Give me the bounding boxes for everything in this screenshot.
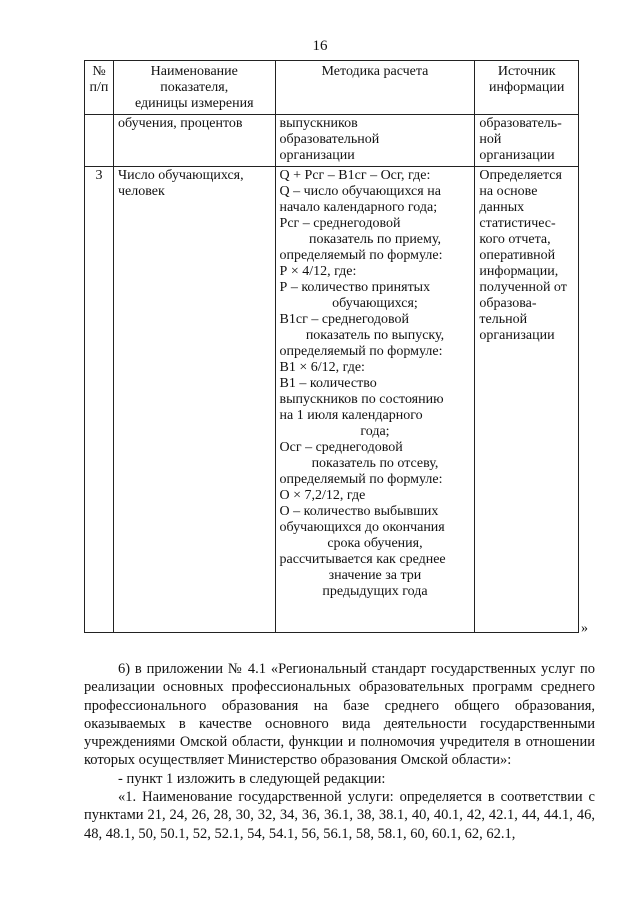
paragraph-amendment: 6) в приложении № 4.1 «Региональный стандарт государственных услуг по реализации основных профессиональных образовательных программ среднего профессионального образования на базе среднего общего образования, оказываемых в качестве основного вида деятельности государственными учреждениями Омской области, функции и полномочия учредителя в отношении которых осуществляет Министерство образования Омской области»:: [84, 661, 595, 769]
cell-line: единицы измерения: [134, 96, 254, 111]
method-line: В1 × 6/12, где:: [279, 360, 365, 375]
cell-line: Источник: [497, 64, 556, 79]
paragraph-quote: «1. Наименование государственной услуги: определяется в соответствии с пунктами 21, 24, 26, 28, 30, 32, 34, 36, 36.1, 38, 38.1, 40, 40.1, 42, 42.1, 44, 44.1, 46, 48, 48.1, 50, 50.1, 52, 52.1, 54, 54.1, 56, 56.1, 58, 58.1, 60, 60.1, 62, 62.1,: [84, 789, 595, 842]
body-text: [84, 660, 595, 843]
cell-line: Определяется: [479, 168, 562, 183]
cell-line: организации: [479, 328, 555, 343]
cell-line: полученной от: [479, 280, 567, 295]
cell-line: данных: [479, 200, 525, 215]
method-line: выпускников по состоянию: [279, 392, 444, 407]
table-row-continued: [85, 115, 579, 167]
method-line: предыдущих года: [322, 584, 428, 599]
cell-name: [113, 115, 275, 167]
method-line: показатель по выпуску,: [305, 328, 445, 343]
cell-line: Методика расчета: [321, 64, 429, 79]
method-line: рассчитывается как среднее: [279, 552, 446, 567]
method-line: года;: [360, 424, 390, 439]
cell-line: на основе: [479, 184, 538, 199]
cell-line: информации,: [479, 264, 559, 279]
method-line: показатель по отсеву,: [311, 456, 439, 471]
cell-line: Число обучающихся,: [117, 168, 244, 183]
method-line: определяемый по формуле:: [279, 344, 443, 359]
method-line: срока обучения,: [327, 536, 423, 551]
method-line: Рсг – среднегодовой: [279, 216, 401, 231]
method-line: О × 7,2/12, где: [279, 488, 366, 503]
method-line: Р × 4/12, где:: [279, 264, 357, 279]
method-line: значение за три: [328, 568, 422, 583]
cell-line: п/п: [89, 80, 109, 95]
cell-source: [475, 167, 579, 633]
cell-num: [85, 115, 114, 167]
cell-line: человек: [117, 184, 165, 199]
method-line: обучающихся;: [332, 296, 418, 311]
cell-line: выпускников: [279, 116, 358, 131]
method-line: О – количество выбывших: [279, 504, 439, 519]
paragraph-item: - пункт 1 изложить в следующей редакции:: [118, 770, 386, 787]
cell-line: организации: [479, 148, 555, 163]
cell-line: кого отчета,: [479, 232, 551, 247]
method-line: обучающихся до окончания: [279, 520, 445, 535]
cell-line: образова-: [479, 296, 537, 311]
cell-method: [275, 167, 475, 633]
cell-line: №: [92, 64, 106, 79]
cell-line: информации: [489, 80, 565, 95]
method-line: начало календарного года;: [279, 200, 438, 215]
page-number: 16: [312, 38, 328, 54]
method-line: на 1 июля календарного: [279, 408, 423, 423]
method-line: В1 – количество: [279, 376, 377, 391]
cell-line: тельной: [479, 312, 528, 327]
method-line: определяемый по формуле:: [279, 472, 443, 487]
cell-line: показателя,: [160, 80, 229, 95]
table-header-row: [85, 61, 579, 115]
cell-line: оперативной: [479, 248, 556, 263]
cell-line: Наименование: [150, 64, 238, 79]
header-method: [275, 61, 475, 115]
method-line: Q – число обучающихся на: [279, 184, 441, 199]
method-line: показатель по приему,: [308, 232, 441, 247]
header-name: [113, 61, 275, 115]
closing-quote: »: [581, 621, 588, 636]
cell-line: статистичес-: [479, 216, 556, 231]
cell-line: организации: [279, 148, 355, 163]
method-line: Р – количество принятых: [279, 280, 431, 295]
cell-num: 3: [85, 167, 114, 633]
method-line: В1сг – среднегодовой: [279, 312, 410, 327]
header-source: [475, 61, 579, 115]
cell-name: [113, 167, 275, 633]
indicators-table: [84, 60, 579, 633]
cell-source: [475, 115, 579, 167]
cell-method: [275, 115, 475, 167]
cell-line: образовательной: [279, 132, 380, 147]
cell-line: образователь-: [479, 116, 562, 131]
cell-line: ной: [479, 132, 502, 147]
method-line: Q + Рсг – В1сг – Осг, где:: [279, 168, 431, 183]
cell-line: обучения, процентов: [117, 116, 243, 131]
header-num: [85, 61, 114, 115]
method-line: определяемый по формуле:: [279, 248, 443, 263]
table-row-3: [85, 167, 579, 633]
method-line: Осг – среднегодовой: [279, 440, 403, 455]
